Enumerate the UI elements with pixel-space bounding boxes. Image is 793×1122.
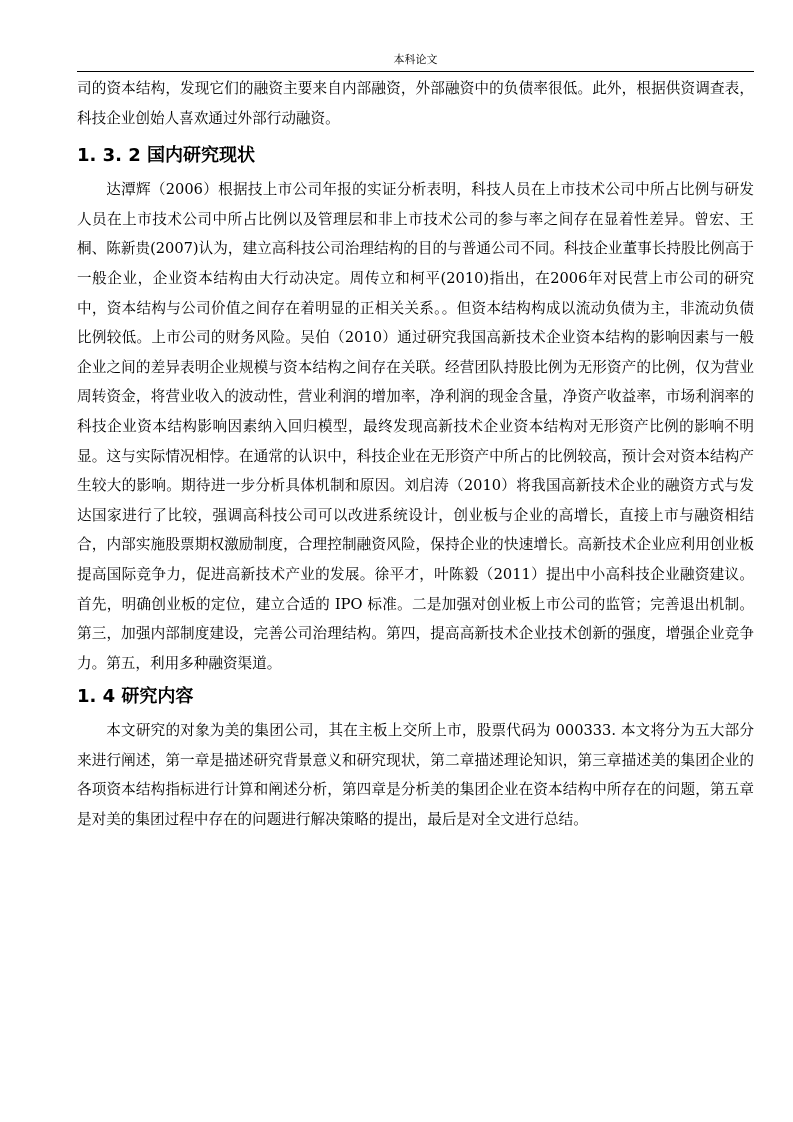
section-heading-1-4: 1. 4 研究内容 (77, 686, 194, 708)
running-header: 本科论文 (393, 53, 438, 66)
section-heading-1-3-2: 1. 3. 2 国内研究现状 (77, 145, 256, 167)
header-rule (77, 71, 754, 72)
document-body (77, 74, 754, 835)
section-1-4-paragraph: 本文研究的对象为美的集团公司，其在主板上交所上市，股票代码为 000333. 本文将分为五大部分来进行阐述，第一章是描述研究背景意义和研究现状，第二章描述理论知识，第三章描述美的集团企业的各项资本结构指标进行计算和阐述分析，第四章是分析美的集团企业在资本结构中所存在的问题，第五章是对美的集团过程中存在的问题进行解决策略的提出，最后是对全文进行总结。 (77, 722, 754, 829)
section-1-3-2-paragraph: 达潭辉（2006）根据技上市公司年报的实证分析表明，科技人员在上市技术公司中所占比例与研发人员在上市技术公司中所占比例以及管理层和非上市技术公司的参与率之间存在显着性差异。曾宏、王桐、陈新贵(2007)认为，建立高科技公司治理结构的目的与普通公司不同。科技企业董事长持股比例高于一般企业，企业资本结构由大行动决定。周传立和柯平(2010)指出，在2006年对民营上市公司的研究中，资本结构与公司价值之间存在着明显的正相关关系。。但资本结构构成以流动负债为主，非流动负债比例较低。上市公司的财务风险。吴伯（2010）通过研究我国高新技术企业资本结构的影响因素与一般企业之间的差异表明企业规模与资本结构之间存在关联。经营团队持股比例为无形资产的比例，仅为营业周转资金，将营业收入的波动性，营业利润的增加率，净利润的现金含量，净资产收益率，市场利润率的科技企业资本结构影响因素纳入回归模型，最终发现高新技术企业资本结构对无形资产比例的影响不明显。这与实际情况相悖。在通常的认识中，科技企业在无形资产中所占的比例较高，预计会对资本结构产生较大的影响。期待进一步分析具体机制和原因。刘启涛（2010）将我国高新技术企业的融资方式与发达国家进行了比较，强调高科技公司可以改进系统设计，创业板与企业的高增长，直接上市与融资相结合，内部实施股票期权激励制度，合理控制融资风险，保持企业的快速增长。高新技术企业应利用创业板提高国际竞争力，促进高新技术产业的发展。徐平才，叶陈毅（2011）提出中小高科技企业融资建议。首先，明确创业板的定位，建立合适的 IPO 标准。二是加强对创业板上市公司的监管；完善退出机制。第三，加强内部制度建设，完善公司治理结构。第四，提高高新技术企业技术创新的强度，增强企业竞争力。第五，利用多种融资渠道。 (77, 181, 754, 672)
continued-paragraph: 司的资本结构，发现它们的融资主要来自内部融资，外部融资中的负债率很低。此外，根据供资调查表，科技企业创始人喜欢通过外部行动融资。 (77, 80, 754, 127)
